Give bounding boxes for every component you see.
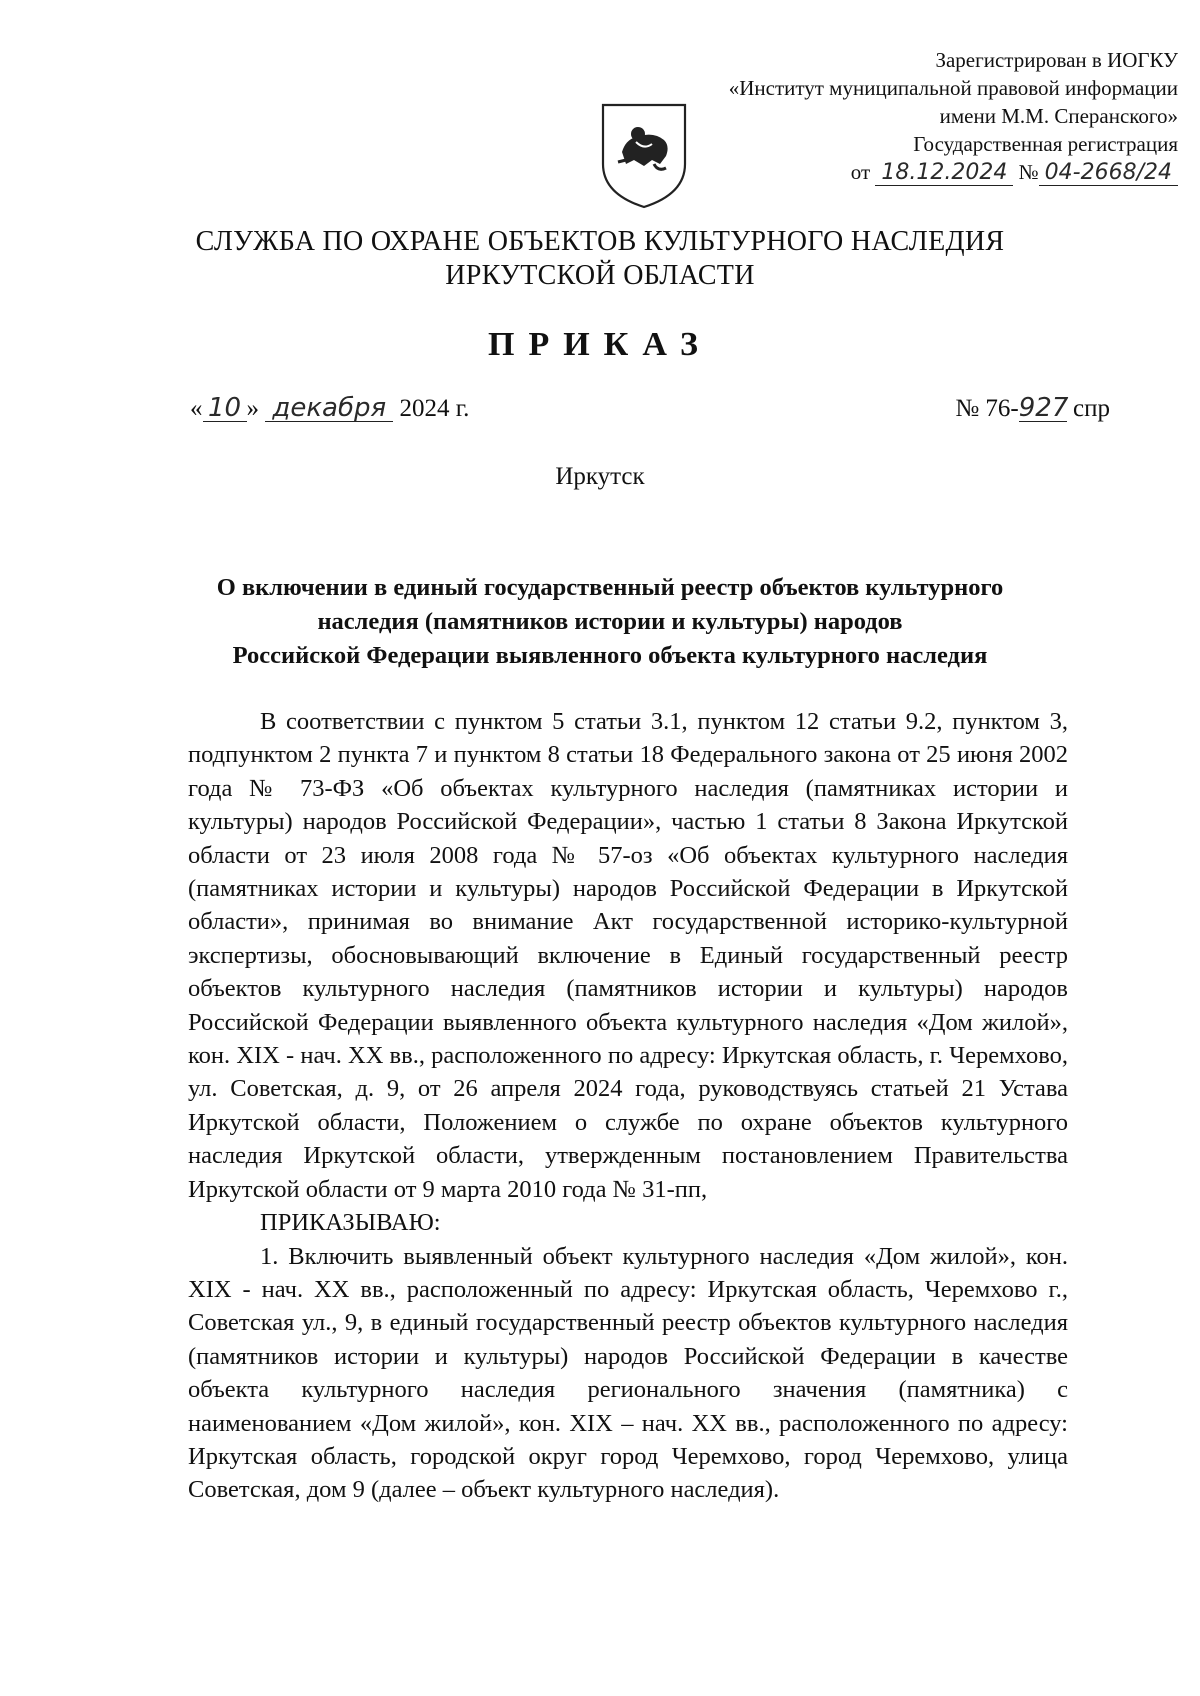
- document-heading: [150, 571, 1070, 673]
- document-date: [190, 395, 469, 423]
- document-title: ПРИКАЗ: [488, 326, 712, 363]
- registration-number-line: [658, 158, 1178, 186]
- organization-line-2: ИРКУТСКОЙ ОБЛАСТИ: [445, 260, 755, 291]
- city: Иркутск: [555, 463, 645, 490]
- registration-date: 18.12.2024: [875, 161, 1013, 186]
- registration-line-3: имени М.М. Сперанского»: [939, 104, 1178, 128]
- date-open-quote: «: [190, 395, 203, 422]
- date-year: 2024 г.: [399, 395, 470, 422]
- registration-line-4: Государственная регистрация: [913, 132, 1178, 156]
- registration-stamp: [658, 46, 1178, 186]
- registration-num-label: №: [1018, 160, 1039, 184]
- order-word: ПРИКАЗЫВАЮ:: [260, 1209, 441, 1237]
- number-handwritten: 927: [1018, 393, 1069, 423]
- irkutsk-coat-of-arms-icon: [600, 102, 688, 210]
- registration-line-1: Зарегистрирован в ИОГКУ: [935, 48, 1178, 72]
- date-month: декабря: [265, 395, 393, 422]
- date-close-quote: »: [246, 395, 259, 422]
- registration-line-2: «Институт муниципальной правовой информации: [728, 76, 1178, 100]
- heading-line-3: Российской Федерации выявленного объекта культурного наследия: [232, 642, 988, 669]
- document-number: [955, 395, 1110, 423]
- registration-from-label: от: [850, 160, 871, 184]
- number-prefix: № 76-: [955, 395, 1019, 422]
- registration-number: 04-2668/24: [1039, 161, 1178, 186]
- heading-line-2: наследия (памятников истории и культуры) народов: [317, 608, 903, 635]
- number-suffix: спр: [1073, 395, 1110, 422]
- organization-line-1: СЛУЖБА ПО ОХРАНЕ ОБЪЕКТОВ КУЛЬТУРНОГО НАСЛЕДИЯ: [195, 226, 1005, 257]
- date-day: 10: [203, 395, 247, 422]
- document-body: [188, 705, 1068, 1507]
- heading-line-1: О включении в единый государственный реестр объектов культурного: [216, 574, 1004, 601]
- body-paragraph-1: В соответствии с пунктом 5 статьи 3.1, пунктом 12 статьи 9.2, пунктом 3, подпунктом 2 пункта 7 и пунктом 8 статьи 18 Федерального закона от 25 июня 2002 года № 73-ФЗ «Об объектах культурного наследия (памятниках истории и культуры) народов Российской Федерации», частью 1 статьи 8 Закона Иркутской области от 23 июля 2008 года № 57-оз «Об объектах культурного наследия (памятниках истории и культуры) народов Российской Федерации в Иркутской области», принимая во внимание Акт государственной историко-культурной экспертизы, обосновывающий включение в Единый государственный реестр объектов культурного наследия (памятников истории и культуры) народов Российской Федерации выявленного объекта культурного наследия «Дом жилой», кон. XIX - нач. XX вв., расположенного по адресу: Иркутская область, г. Черемхово, ул. Советская, д. 9, от 26 апреля 2024 года, руководствуясь статьей 21 Устава Иркутской области, Положением о службе по охране объектов культурного наследия Иркутской области, утвержденным постановлением Правительства Иркутской области от 9 марта 2010 года № 31-пп,: [188, 708, 1068, 1203]
- body-item-1: 1. Включить выявленный объект культурного наследия «Дом жилой», кон. XIX - нач. XX вв., расположенный по адресу: Иркутская область, Черемхово г., Советская ул., 9, в единый государственный реестр объектов культурного наследия (памятников истории и культуры) народов Российской Федерации в качестве объекта культурного наследия регионального значения (памятника) с наименованием «Дом жилой», кон. XIX – нач. XX вв., расположенного по адресу: Иркутская область, городской округ город Черемхово, город Черемхово, улица Советская, дом 9 (далее – объект культурного наследия).: [188, 1242, 1068, 1504]
- organization-name: [0, 225, 1200, 293]
